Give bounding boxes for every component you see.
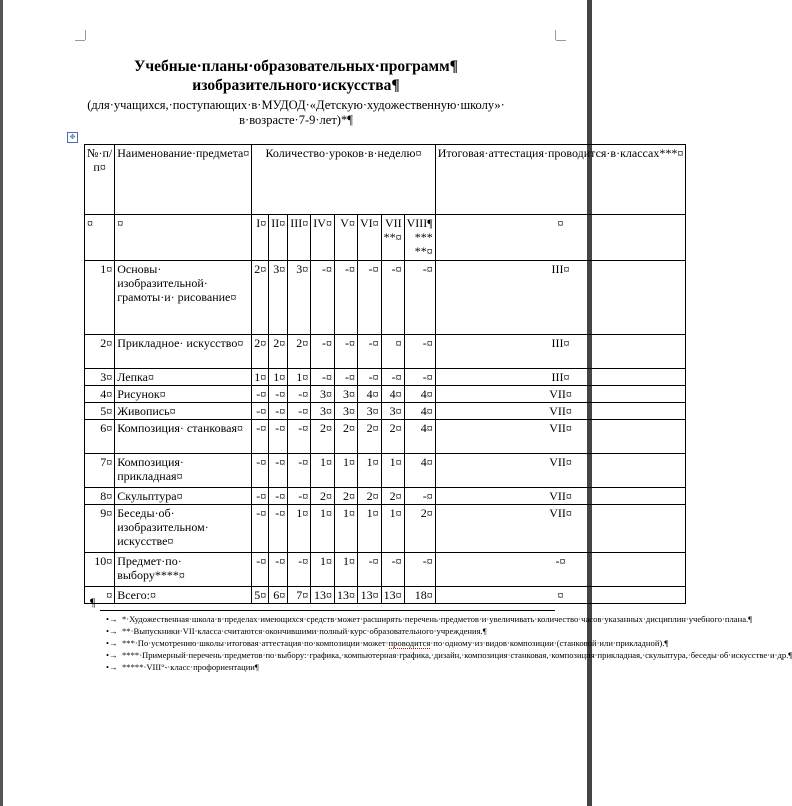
lesson-count: -¤ [252, 553, 269, 587]
lesson-count: -¤ [381, 261, 404, 335]
lesson-count: -¤ [252, 488, 269, 505]
footnote-text: **·Выпускники·VII·класса·считаются·окончившими·полный·курс·образовательного·учреждения.¶ [122, 626, 487, 636]
lesson-count: -¤ [288, 454, 311, 488]
row-number: 4¤ [85, 386, 115, 403]
header-name: Наименование·предмета¤ [115, 145, 252, 215]
attestation-class: VII¤ [435, 403, 686, 420]
lesson-count: -¤ [311, 335, 335, 369]
lesson-count: 1¤ [334, 454, 357, 488]
footnote-item [106, 626, 558, 637]
lesson-count: -¤ [334, 261, 357, 335]
lesson-count: -¤ [404, 335, 435, 369]
table-row [85, 587, 686, 604]
header-num: №·п/п¤ [85, 145, 115, 215]
lesson-count: 13¤ [381, 587, 404, 604]
row-number: 10¤ [85, 553, 115, 587]
row-number: 2¤ [85, 335, 115, 369]
class-header: II¤ [269, 215, 288, 261]
paragraph-mark: ¶ [90, 595, 96, 609]
table-row [85, 420, 686, 454]
row-number: 7¤ [85, 454, 115, 488]
cell-empty: ¤ [85, 215, 115, 261]
lesson-count: 1¤ [357, 505, 381, 553]
lesson-count: -¤ [288, 403, 311, 420]
lesson-count: 4¤ [357, 386, 381, 403]
footnote-bullet: •→ [106, 650, 118, 660]
table-row [85, 505, 686, 553]
class-header: III¤ [288, 215, 311, 261]
lesson-count: -¤ [381, 553, 404, 587]
table-row [85, 488, 686, 505]
lesson-count: 1¤ [269, 369, 288, 386]
lesson-count: 3¤ [334, 403, 357, 420]
lesson-count: 2¤ [334, 488, 357, 505]
lesson-count: 4¤ [404, 454, 435, 488]
footnote-item [106, 638, 669, 649]
lesson-count: 3¤ [288, 261, 311, 335]
footnote-item [106, 650, 792, 661]
footnote-text: ****·Примерный·перечень·предметов·по·выбору:·графика,·компьютерная·графика,·дизайн,·композиция·станковая,·композиция·прикладная,·скульптура,·беседы·об·искусстве·и·др.¶ [122, 650, 792, 660]
lesson-count: 2¤ [381, 488, 404, 505]
table-class-row [85, 215, 686, 261]
curriculum-table [84, 144, 686, 604]
header-lessons: Количество·уроков·в·неделю¤ [252, 145, 435, 215]
lesson-count: -¤ [404, 488, 435, 505]
lesson-count: -¤ [357, 335, 381, 369]
lesson-count: -¤ [269, 403, 288, 420]
lesson-count: 1¤ [288, 369, 311, 386]
lesson-count: -¤ [269, 488, 288, 505]
lesson-count: -¤ [252, 454, 269, 488]
page-subtitle-line1: (для·учащихся,·поступающих·в·МУДОД·«Детскую·художественную·школу»· [87, 98, 505, 112]
lesson-count: -¤ [252, 403, 269, 420]
lesson-count: 1¤ [252, 369, 269, 386]
spellcheck-word: проводится [388, 638, 431, 648]
lesson-count: -¤ [269, 386, 288, 403]
page-title-line1: Учебные·планы·образовательных·программ¶ [133, 58, 459, 75]
lesson-count: 5¤ [252, 587, 269, 604]
footnote-bullet: •→ [106, 662, 118, 672]
lesson-count: -¤ [381, 369, 404, 386]
lesson-count: 2¤ [311, 420, 335, 454]
subject-name: Основы· изобразительной· грамоты·и· рисование¤ [115, 261, 252, 335]
subject-name: Предмет·по· выбору****¤ [115, 553, 252, 587]
row-number: 6¤ [85, 420, 115, 454]
lesson-count: -¤ [269, 420, 288, 454]
attestation-class: VII¤ [435, 488, 686, 505]
lesson-count: 18¤ [404, 587, 435, 604]
row-number: 1¤ [85, 261, 115, 335]
footnote-bullet: •→ [106, 614, 118, 624]
lesson-count: 1¤ [288, 505, 311, 553]
lesson-count: 13¤ [334, 587, 357, 604]
lesson-count: -¤ [288, 386, 311, 403]
lesson-count: 4¤ [404, 386, 435, 403]
footnote-bullet: •→ [106, 638, 118, 648]
lesson-count: 4¤ [404, 420, 435, 454]
footnote-text: ***·По·усмотрению·школы·итоговая·аттестация·по·композиции·может· [122, 638, 389, 648]
subject-name: Живопись¤ [115, 403, 252, 420]
attestation-class: VII¤ [435, 454, 686, 488]
lesson-count: 6¤ [269, 587, 288, 604]
table-row [85, 454, 686, 488]
attestation-class: III¤ [435, 261, 686, 335]
lesson-count: 1¤ [334, 553, 357, 587]
lesson-count: -¤ [252, 505, 269, 553]
page-subtitle-line2: в·возрасте·7-9·лет)*¶ [239, 113, 353, 127]
lesson-count: 7¤ [288, 587, 311, 604]
lesson-count: 1¤ [334, 505, 357, 553]
lesson-count: 2¤ [269, 335, 288, 369]
lesson-count: ¤ [381, 335, 404, 369]
footnote-text: *·Художественная·школа·в·пределах·имеющихся·средств·может·расширять·перечень·предметов·и·увеличивать·количество·часов·указанных·дисциплин·учебного·плана.¶ [122, 614, 753, 624]
subject-name: Беседы·об· изобразительном· искусстве¤ [115, 505, 252, 553]
table-row [85, 335, 686, 369]
attestation-class: III¤ [435, 369, 686, 386]
table-header-row [85, 145, 686, 215]
class-header: IV¤ [311, 215, 335, 261]
move-handle-icon[interactable]: ✥ [67, 132, 78, 143]
lesson-count: 3¤ [357, 403, 381, 420]
table-row [85, 261, 686, 335]
row-number: 8¤ [85, 488, 115, 505]
lesson-count: -¤ [269, 553, 288, 587]
lesson-count: -¤ [269, 505, 288, 553]
lesson-count: -¤ [288, 488, 311, 505]
lesson-count: -¤ [404, 369, 435, 386]
lesson-count: 3¤ [334, 386, 357, 403]
cell-empty: ¤ [115, 215, 252, 261]
class-header: VIII¶ *** **¤ [404, 215, 435, 261]
attestation-class: VII¤ [435, 386, 686, 403]
lesson-count: -¤ [269, 454, 288, 488]
table-row [85, 386, 686, 403]
lesson-count: -¤ [357, 369, 381, 386]
row-number: 5¤ [85, 403, 115, 420]
footnote-item [106, 614, 753, 625]
lesson-count: -¤ [252, 386, 269, 403]
lesson-count: 2¤ [252, 261, 269, 335]
lesson-count: -¤ [311, 369, 335, 386]
attestation-class: ¤ [435, 587, 686, 604]
lesson-count: 1¤ [311, 454, 335, 488]
subject-name: Композиция· прикладная¤ [115, 454, 252, 488]
header-attest: Итоговая·аттестация·проводится·в·классах***¤ [435, 145, 686, 215]
lesson-count: 3¤ [381, 403, 404, 420]
crop-mark [556, 40, 566, 41]
footnotes [106, 614, 792, 674]
footnote-item [106, 662, 558, 673]
lesson-count: -¤ [357, 261, 381, 335]
lesson-count: 2¤ [334, 420, 357, 454]
lesson-count: 1¤ [381, 505, 404, 553]
footnote-rule [100, 610, 555, 611]
lesson-count: 2¤ [357, 420, 381, 454]
subject-name: Скульптура¤ [115, 488, 252, 505]
lesson-count: 1¤ [381, 454, 404, 488]
footnote-text: ·по·одному·из·видов·композиции·(станковой·или·прикладной).¶ [430, 638, 669, 648]
table-row [85, 403, 686, 420]
lesson-count: 2¤ [357, 488, 381, 505]
subject-name: Лепка¤ [115, 369, 252, 386]
class-header: I¤ [252, 215, 269, 261]
row-number: 9¤ [85, 505, 115, 553]
footnote-bullet: •→ [106, 626, 118, 636]
subject-name: Композиция· станковая¤ [115, 420, 252, 454]
lesson-count: 2¤ [252, 335, 269, 369]
page-title-line2: изобразительного·искусства¶ [192, 77, 400, 94]
lesson-count: 2¤ [311, 488, 335, 505]
lesson-count: 1¤ [311, 553, 335, 587]
lesson-count: -¤ [404, 261, 435, 335]
class-header: V¤ [334, 215, 357, 261]
footnote-text: *****·VIII°-·класс·профориентации¶ [122, 662, 259, 672]
attestation-class: -¤ [435, 553, 686, 587]
subject-name: Всего:¤ [115, 587, 252, 604]
lesson-count: -¤ [334, 369, 357, 386]
lesson-count: 2¤ [288, 335, 311, 369]
lesson-count: 3¤ [269, 261, 288, 335]
row-number: ¤ [85, 587, 115, 604]
lesson-count: 3¤ [311, 403, 335, 420]
subject-name: Рисунок¤ [115, 386, 252, 403]
lesson-count: 4¤ [381, 386, 404, 403]
lesson-count: -¤ [357, 553, 381, 587]
lesson-count: 3¤ [311, 386, 335, 403]
attestation-class: III¤ [435, 335, 686, 369]
class-header: VI¤ [357, 215, 381, 261]
attestation-class: VII¤ [435, 420, 686, 454]
class-header: VII **¤ [381, 215, 404, 261]
lesson-count: 1¤ [311, 505, 335, 553]
lesson-count: -¤ [311, 261, 335, 335]
lesson-count: -¤ [334, 335, 357, 369]
crop-mark [555, 30, 556, 40]
lesson-count: -¤ [404, 553, 435, 587]
lesson-count: 2¤ [381, 420, 404, 454]
lesson-count: -¤ [288, 420, 311, 454]
table-row [85, 369, 686, 386]
attestation-class: VII¤ [435, 505, 686, 553]
subject-name: Прикладное· искусство¤ [115, 335, 252, 369]
cell-empty: ¤ [435, 215, 686, 261]
lesson-count: 2¤ [404, 505, 435, 553]
table-row [85, 553, 686, 587]
lesson-count: -¤ [252, 420, 269, 454]
lesson-count: -¤ [288, 553, 311, 587]
crop-mark [85, 30, 86, 40]
lesson-count: 4¤ [404, 403, 435, 420]
row-number: 3¤ [85, 369, 115, 386]
lesson-count: 1¤ [357, 454, 381, 488]
lesson-count: 13¤ [311, 587, 335, 604]
crop-mark [75, 40, 85, 41]
lesson-count: 13¤ [357, 587, 381, 604]
